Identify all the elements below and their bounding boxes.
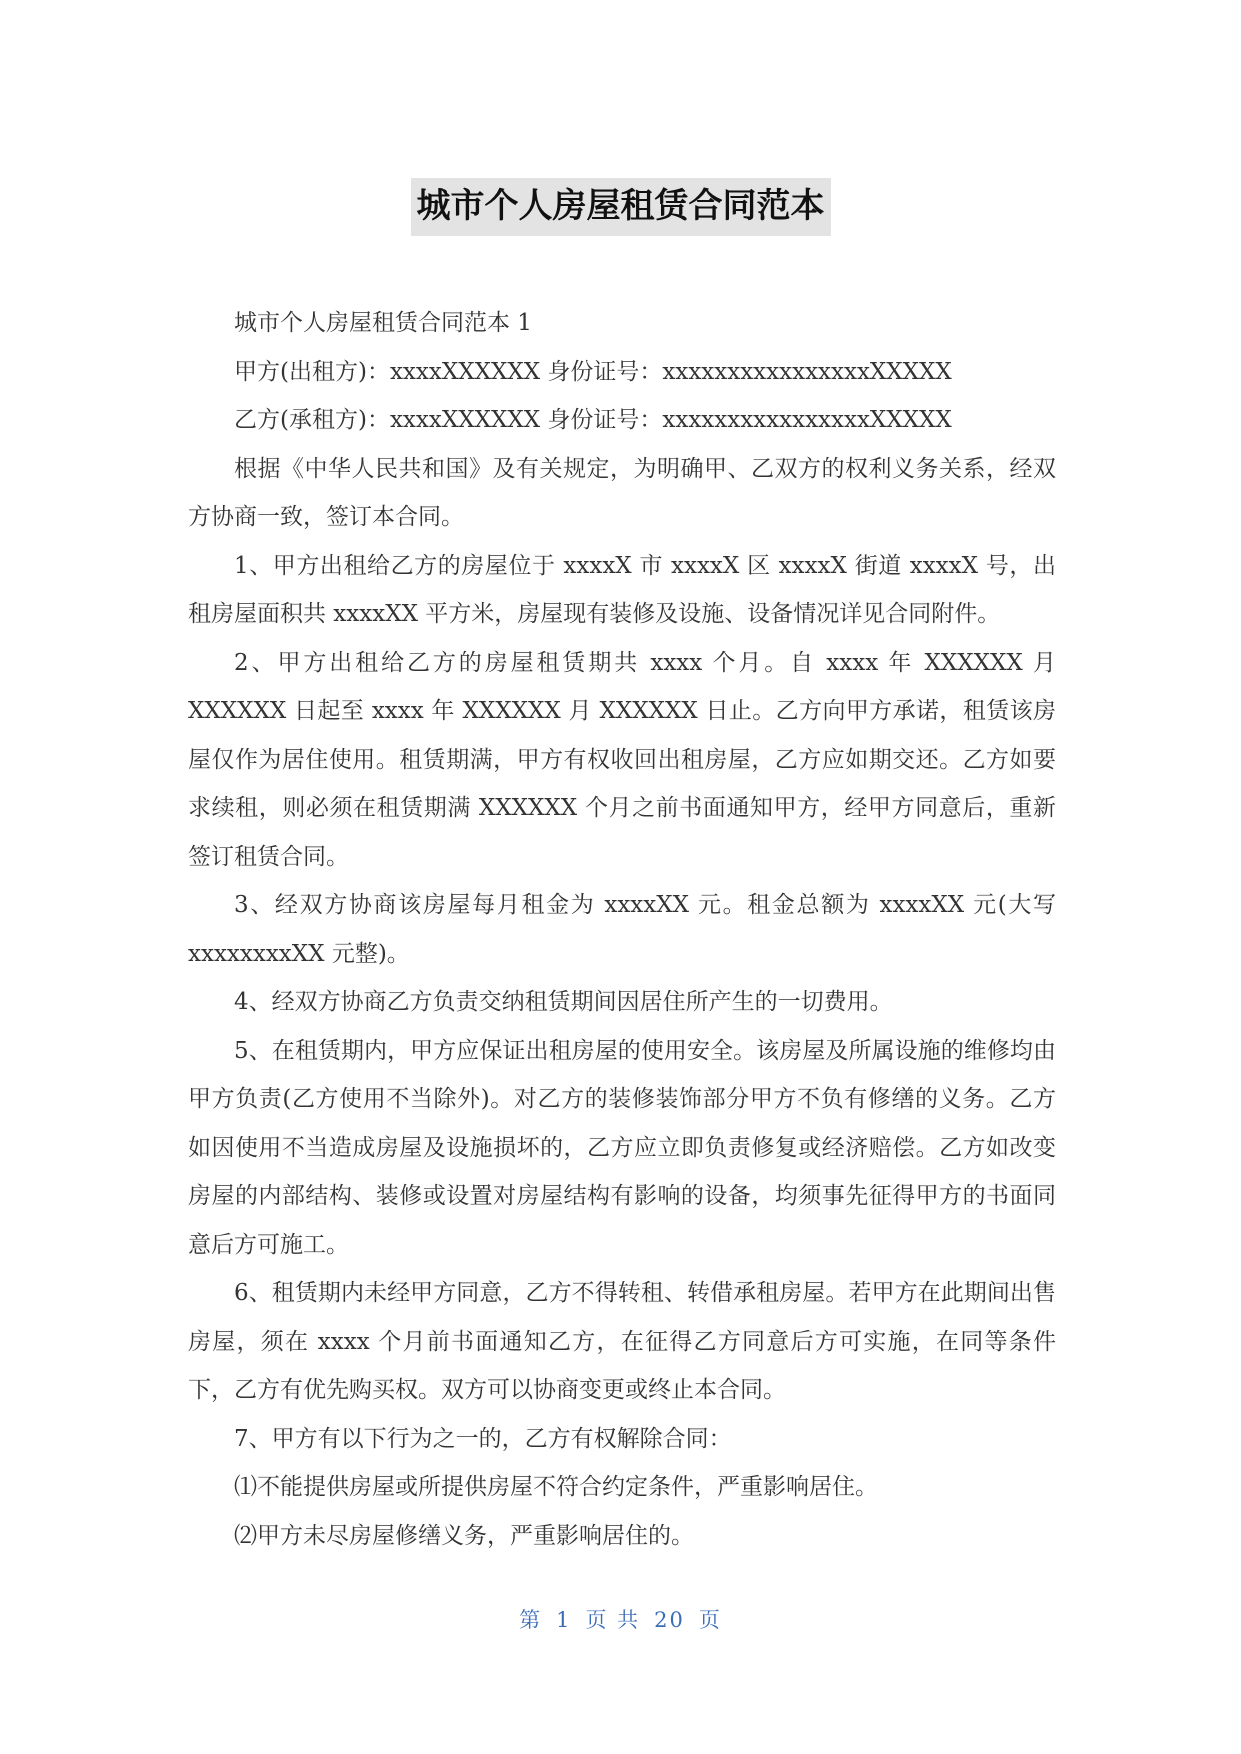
- paragraph-clause-6: 6、租赁期内未经甲方同意，乙方不得转租、转借承租房屋。若甲方在此期间出售房屋，须在 xxxx 个月前书面通知乙方，在征得乙方同意后方可实施，在同等条件下，乙方有优先购买权。双方可以协商变更或终止本合同。: [188, 1280, 1056, 1403]
- footer-label-page-of: 页 共: [585, 1608, 641, 1632]
- paragraph-clause-7-item-1: ⑴不能提供房屋或所提供房屋不符合约定条件，严重影响居住。: [234, 1474, 878, 1500]
- paragraph-subtitle: 城市个人房屋租赁合同范本 1: [234, 310, 532, 336]
- document-body: [188, 299, 1056, 1560]
- page-footer: [0, 1604, 1241, 1634]
- paragraph-clause-4: 4、经双方协商乙方负责交纳租赁期间因居住所产生的一切费用。: [234, 989, 893, 1015]
- paragraph-party-b: 乙方(承租方)：xxxxXXXXXX 身份证号：xxxxxxxxxxxxxxxxXXXXX: [234, 407, 952, 433]
- paragraph-clause-7-item-2: ⑵甲方未尽房屋修缮义务，严重影响居住的。: [234, 1522, 694, 1549]
- title-container: [0, 178, 1241, 236]
- paragraph-clause-7: 7、甲方有以下行为之一的，乙方有权解除合同：: [234, 1425, 732, 1452]
- footer-current-page: 1: [556, 1608, 572, 1632]
- paragraph-clause-3: 3、经双方协商该房屋每月租金为 xxxxXX 元。租金总额为 xxxxXX 元(大写 xxxxxxxxXX 元整)。: [188, 892, 1056, 967]
- footer-label-pages: 页: [698, 1608, 722, 1632]
- document-title: 城市个人房屋租赁合同范本: [411, 178, 831, 236]
- paragraph-clause-1: 1、甲方出租给乙方的房屋位于 xxxxX 市 xxxxX 区 xxxxX 街道 xxxxX 号，出租房屋面积共 xxxxXX 平方米，房屋现有装修及设施、设备情况详见合同附件。: [188, 552, 1056, 627]
- paragraph-preamble: 根据《中华人民共和国》及有关规定，为明确甲、乙双方的权利义务关系，经双方协商一致，签订本合同。: [188, 455, 1056, 530]
- paragraph-clause-5: 5、在租赁期内，甲方应保证出租房屋的使用安全。该房屋及所属设施的维修均由甲方负责(乙方使用不当除外)。对乙方的装修装饰部分甲方不负有修缮的义务。乙方如因使用不当造成房屋及设施损坏的，乙方应立即负责修复或经济赔偿。乙方如改变房屋的内部结构、装修或设置对房屋结构有影响的设备，均须事先征得甲方的书面同意后方可施工。: [188, 1037, 1056, 1258]
- paragraph-party-a: 甲方(出租方)：xxxxXXXXXX 身份证号：xxxxxxxxxxxxxxxxXXXXX: [234, 358, 952, 385]
- paragraph-clause-2: 2、甲方出租给乙方的房屋租赁期共 xxxx 个月。自 xxxx 年 XXXXXX 月 XXXXXX 日起至 xxxx 年 XXXXXX 月 XXXXXX 日止。乙方向甲方承诺，租赁该房屋仅作为居住使用。租赁期满，甲方有权收回出租房屋，乙方应如期交还。乙方如要求续租，则必须在租赁期满 XXXXXX 个月之前书面通知甲方，经甲方同意后，重新签订租赁合同。: [188, 649, 1056, 870]
- footer-total-pages: 20: [654, 1608, 685, 1632]
- footer-label-page: 第: [519, 1608, 543, 1632]
